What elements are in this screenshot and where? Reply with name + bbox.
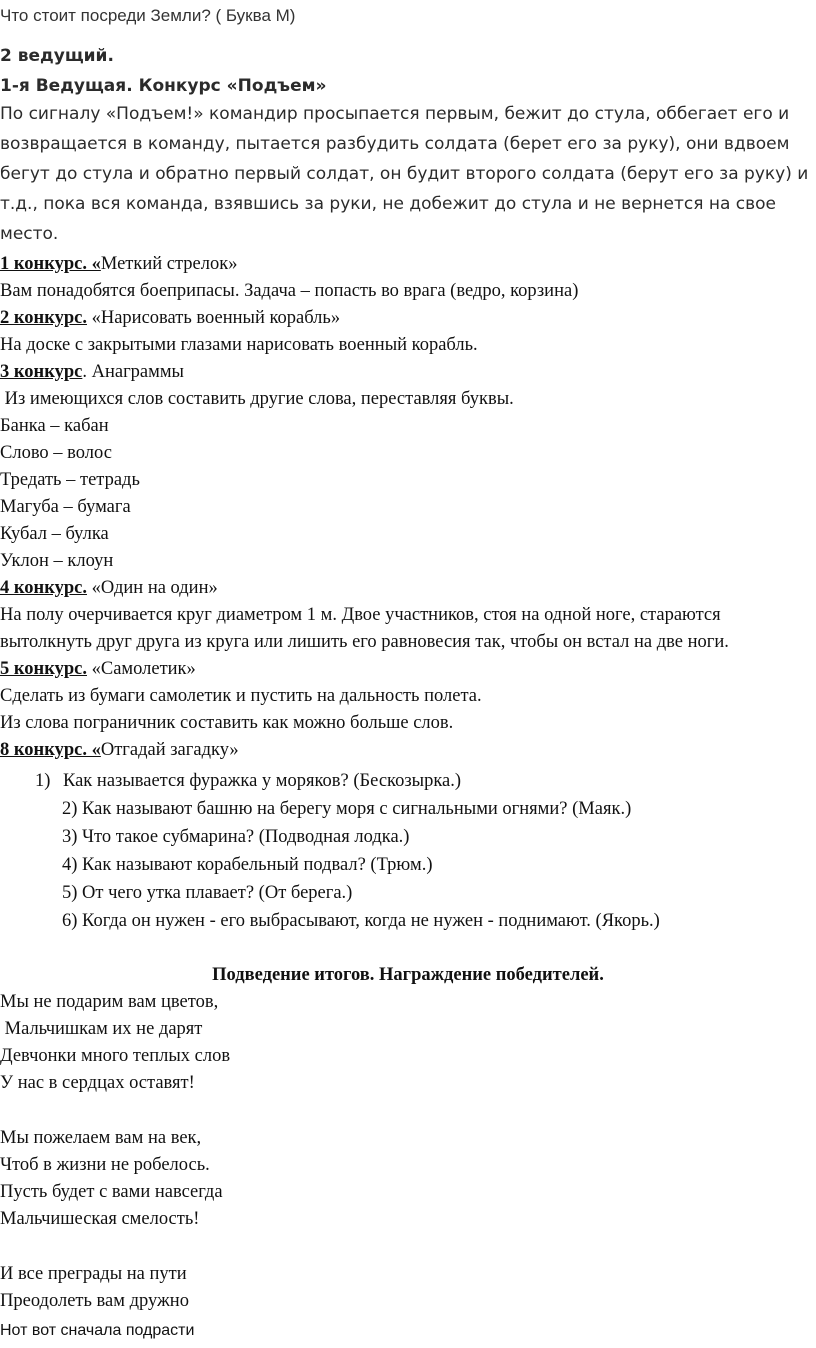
poem-line: У нас в сердцах оставят! — [0, 1073, 195, 1093]
riddle-number: 1) — [35, 771, 51, 791]
summary-title: Подведение итогов. Награждение победителей. — [212, 965, 604, 985]
contest-2-name: «Нарисовать военный корабль» — [86, 308, 341, 328]
poem-line: Чтоб в жизни не робелось. — [0, 1155, 210, 1175]
poem-line: Преодолеть вам дружно — [0, 1291, 189, 1311]
contest-1-heading — [0, 254, 237, 275]
contest-4-text: На полу очерчивается круг диаметром 1 м. Двое участников, стоя на одной ноге, стараются — [0, 605, 721, 625]
riddle-item: 5) От чего утка плавает? (От берега.) — [62, 883, 353, 903]
poem-line: Мы не подарим вам цветов, — [0, 992, 219, 1012]
contest-2-label: 2 конкурс. — [0, 308, 87, 328]
contest-3-name: . Анаграммы — [82, 362, 184, 382]
anagram-pair: Кубал – булка — [0, 524, 109, 544]
anagram-pair: Магуба – бумага — [0, 497, 131, 517]
contest-2-heading — [0, 308, 340, 329]
riddle-text: Как называется фуражка у моряков? (Бескозырка.) — [63, 771, 462, 791]
riddle-item: 6) Когда он нужен - его выбрасывают, когда не нужен - поднимают. (Якорь.) — [62, 911, 660, 931]
contest-podyem-line: место. — [0, 224, 59, 244]
contest-podyem-line: бегут до стула и обратно первый солдат, он будит второго солдата (берут его за руку) и — [0, 164, 809, 184]
poem-line: Мальчишеская смелость! — [0, 1209, 200, 1229]
contest-5-text: Из слова пограничник составить как можно больше слов. — [0, 713, 454, 733]
contest-3-intro: Из имеющихся слов составить другие слова, переставляя буквы. — [0, 389, 514, 409]
contest-5-label: 5 конкурс. — [0, 659, 87, 679]
riddle-item: 3) Что такое субмарина? (Подводная лодка.) — [62, 827, 410, 847]
contest-5-text: Сделать из бумаги самолетик и пустить на дальность полета. — [0, 686, 482, 706]
contest-8-name: Отгадай загадку» — [100, 740, 239, 760]
contest-1-label: 1 конкурс. « — [0, 254, 101, 274]
contest-3-label: 3 конкурс — [0, 362, 83, 382]
contest-4-text: вытолкнуть друг друга из круга или лишить его равновесия так, чтобы он встал на две ноги. — [0, 632, 729, 652]
contest-4-label: 4 конкурс. — [0, 578, 87, 598]
header-riddle: Что стоит посреди Земли? ( Буква М) — [0, 6, 296, 25]
contest-5-name: «Самолетик» — [86, 659, 196, 679]
anagram-pair: Банка – кабан — [0, 416, 109, 436]
contest-podyem-line: т.д., пока вся команда, взявшись за руки, не добежит до стула и не вернется на свое — [0, 194, 777, 214]
contest-8-label: 8 конкурс. « — [0, 740, 101, 760]
anagram-pair: Слово – волос — [0, 443, 112, 463]
poem-last-line: Нот вот сначала подрасти — [0, 1322, 195, 1339]
contest-podyem-line: По сигналу «Подъем!» командир просыпается первым, бежит до стула, оббегает его и — [0, 104, 790, 124]
anagram-pair: Уклон – клоун — [0, 551, 114, 571]
hosts-title: 2 ведущий. — [0, 46, 114, 66]
contest-4-name: «Один на один» — [86, 578, 218, 598]
poem-line: И все преграды на пути — [0, 1264, 187, 1284]
contest-5-heading — [0, 659, 196, 680]
riddle-item — [35, 771, 461, 792]
contest-2-text: На доске с закрытыми глазами нарисовать военный корабль. — [0, 335, 478, 355]
poem-line: Девчонки много теплых слов — [0, 1046, 231, 1066]
contest-1-name: Меткий стрелок» — [100, 254, 238, 274]
poem-line: Мы пожелаем вам на век, — [0, 1128, 202, 1148]
poem-line: Мальчишкам их не дарят — [0, 1019, 203, 1039]
contest-podyem-title: 1-я Ведущая. Конкурс «Подъем» — [0, 76, 327, 96]
contest-podyem-line: возвращается в команду, пытается разбудить солдата (берет его за руку), они вдвоем — [0, 134, 790, 154]
contest-4-heading — [0, 578, 218, 599]
contest-1-text: Вам понадобятся боеприпасы. Задача – попасть во врага (ведро, корзина) — [0, 281, 579, 301]
contest-8-heading — [0, 740, 239, 761]
riddle-item: 2) Как называют башню на берегу моря с сигнальными огнями? (Маяк.) — [62, 799, 632, 819]
anagram-pair: Тредать – тетрадь — [0, 470, 140, 490]
contest-3-heading — [0, 362, 184, 383]
riddle-item: 4) Как называют корабельный подвал? (Трюм.) — [62, 855, 433, 875]
poem-line: Пусть будет с вами навсегда — [0, 1182, 223, 1202]
